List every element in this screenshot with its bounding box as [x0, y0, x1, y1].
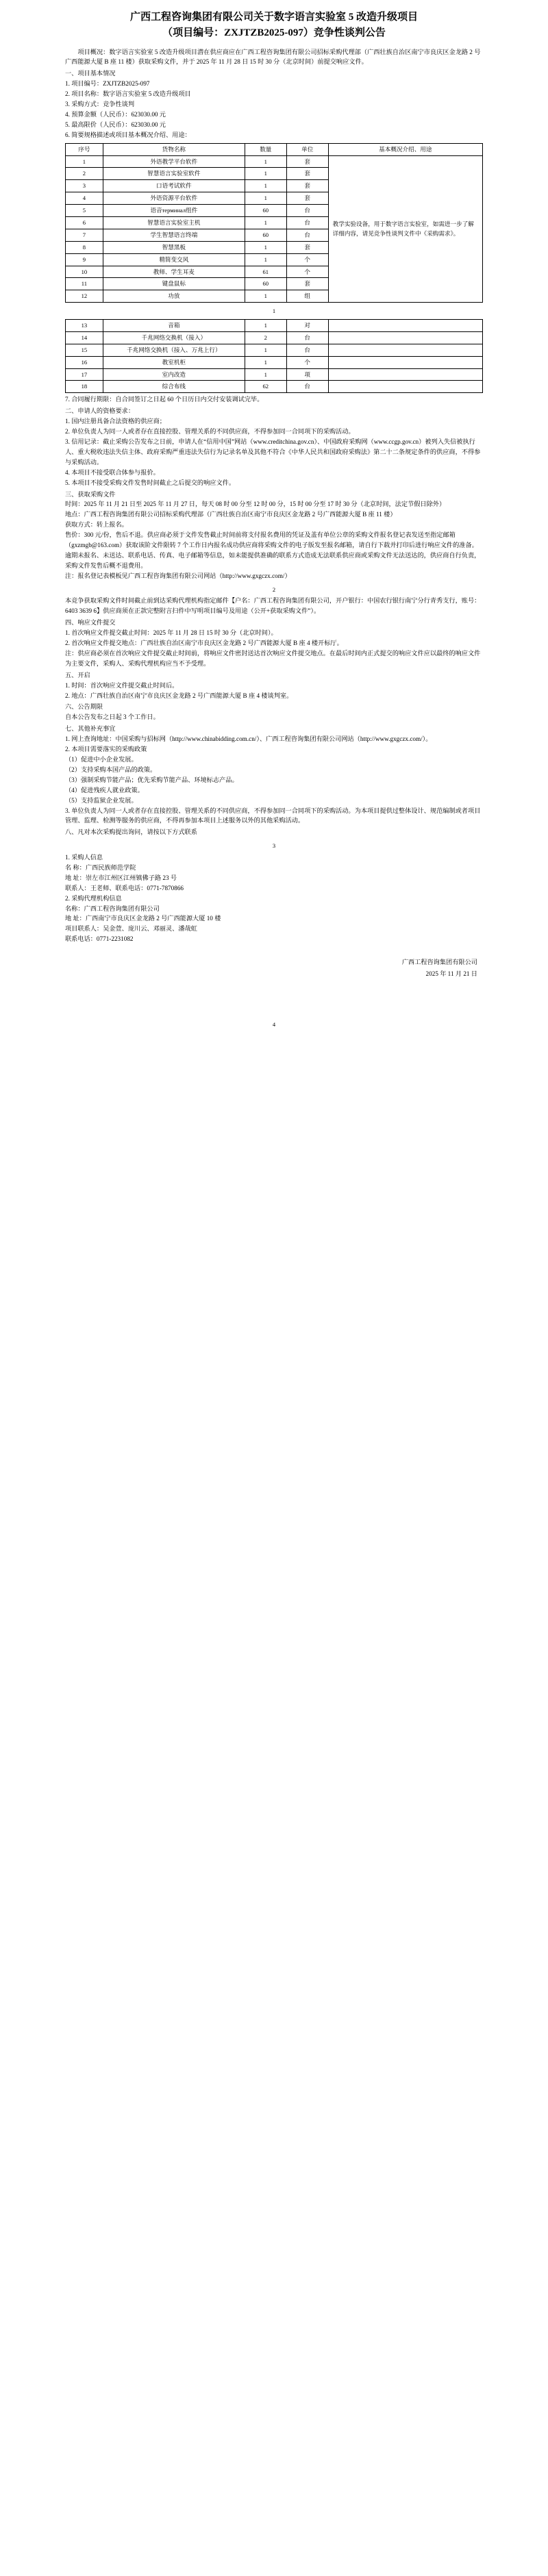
section-7-item-7: 3. 单位负责人为同一人或者存在直接控股、管理关系的不同供应商，不得参加同一合同项下的采购活动。为本项目提供过整体设计、规范编制或者项目管理、监理、检测等服务的供应商，不得再参加本项目上述服务以外的其他采购活动。 [65, 807, 481, 824]
table-cell: 套 [286, 155, 328, 168]
section-1-item-2: 2. 项目名称：数字语言实验室 5 改造升级项目 [65, 90, 191, 98]
table-cell: 1 [66, 155, 103, 168]
table-cell-empty [328, 368, 482, 381]
table-cell-empty [328, 320, 482, 332]
contact-1-line-0: 名称：广西工程咨询集团有限公司 [65, 905, 160, 912]
table-cell: 2 [245, 331, 286, 344]
section-3-item-3: 售价：300 元/份，售后不退。供应商必须于文件发售截止时间前将支付报名费用的凭证及盖有单位公章的采购文件报名登记表发送至指定邮箱（gxzmgb@163.com）获取该阶文件限转 7 个工作日内报名成功供应商将采购文件的电子版发至报名邮箱，请自行下载并打印后进行响应文件的准备。逾期未报名、未送达、联系电话、传真、电子邮箱等信息，如未能提供准确的联系方式造成无法联系供应商或采购文件无法送达的，供应商自行负责，采购文件发售后概不退费用。 [65, 531, 481, 569]
col-unit: 单位 [286, 143, 328, 155]
table-cell: 室内改造 [103, 368, 245, 381]
section-7-item-6: （5）支持监狱企业发展。 [65, 796, 138, 804]
contact-0-line-1: 地 址：崇左市江州区江州镇佛子路 23 号 [65, 874, 177, 881]
section-4-item-0: 1. 首次响应文件提交截止时间：2025 年 11 月 28 日 15 时 30 分（北京时间）。 [65, 629, 277, 637]
table-cell: 4 [66, 192, 103, 205]
contact-1-label: 2. 采购代理机构信息 [65, 894, 122, 902]
table-cell: 3 [66, 180, 103, 192]
table-cell: 项 [286, 368, 328, 381]
table-row [66, 344, 483, 356]
table-cell: 智慧黑板 [103, 241, 245, 253]
table-cell: 音箱 [103, 320, 245, 332]
table-cell-description: 教学实验设备，用于数字语言实验室，如需进一步了解详细内容，请见竞争性谈判文件中《采购需求》。 [328, 155, 482, 303]
table-cell: 台 [286, 344, 328, 356]
table-cell: 个 [286, 356, 328, 368]
table-cell: 套 [286, 278, 328, 290]
table-cell: 1 [245, 180, 286, 192]
table-cell: 5 [66, 205, 103, 217]
table-cell: 套 [286, 192, 328, 205]
table-cell: 1 [245, 192, 286, 205]
table-cell: 语音терминал组件 [103, 205, 245, 217]
table-row [66, 356, 483, 368]
table-row [66, 155, 483, 168]
table-cell: 1 [245, 155, 286, 168]
section-8-heading: 八、凡对本次采购提出询问，请按以下方式联系 [65, 829, 197, 836]
table-cell: 15 [66, 344, 103, 356]
col-qty: 数量 [245, 143, 286, 155]
table-cell: 60 [245, 205, 286, 217]
table-cell: 12 [66, 290, 103, 303]
section-1-heading: 一、项目基本情况 [65, 70, 116, 77]
section-5-list [65, 681, 483, 701]
table-cell: 1 [245, 290, 286, 303]
table-cell: 个 [286, 253, 328, 266]
section-5-item-0: 1. 时间：首次响应文件提交截止时间后。 [65, 681, 179, 689]
section-3-heading: 三、获取采购文件 [65, 490, 116, 498]
table-cell: 1 [245, 356, 286, 368]
table-cell: 口语考试软件 [103, 180, 245, 192]
page-number-4: 4 [272, 1021, 276, 1028]
table-cell: 精简变交风 [103, 253, 245, 266]
contact-1-line-1: 地 址：广西南宁市良庆区金龙路 2 号广西能源大厦 10 楼 [65, 915, 221, 922]
table-cell: 1 [245, 253, 286, 266]
table-cell: 60 [245, 229, 286, 241]
section-7-item-2: （1）促进中小企业发展。 [65, 756, 138, 763]
section-7-item-1: 2. 本项目需要落实的采购政策 [65, 746, 147, 753]
table-cell: 1 [245, 344, 286, 356]
table-cell: 62 [245, 381, 286, 393]
table-cell: 1 [245, 320, 286, 332]
table-row [66, 381, 483, 393]
table-cell: 教室机柜 [103, 356, 245, 368]
section-7-list [65, 734, 483, 826]
table-cell: 台 [286, 331, 328, 344]
table-cell: 13 [66, 320, 103, 332]
section-2-item-3: 4. 本项目不接受联合体参与报价。 [65, 468, 160, 476]
section-3-tail [65, 596, 483, 616]
contact-0-line-0: 名 称：广西民族师范学院 [65, 863, 136, 871]
table-cell: 智慧语言实验室主机 [103, 217, 245, 229]
table-cell: 外语资源平台软件 [103, 192, 245, 205]
col-index: 序号 [66, 143, 103, 155]
section-2-item-0: 1. 国内注册具备合法资格的供应商； [65, 418, 166, 425]
section-3-list [65, 499, 483, 581]
page-number-3: 3 [272, 842, 276, 850]
table-cell: 对 [286, 320, 328, 332]
section-3-item-1: 地点：广西工程咨询集团有限公司招标采购代理部（广西壮族自治区南宁市良庆区金龙路 2 号广西能源大厦 B 座 11 楼） [65, 511, 397, 518]
table-cell: 台 [286, 217, 328, 229]
table-cell: 组 [286, 290, 328, 303]
table-cell: 教师、学生耳麦 [103, 266, 245, 278]
goods-table-part-2 [65, 319, 483, 393]
table-cell: 1 [245, 168, 286, 180]
section-1-item-5: 5. 最高限价（人民币）：623030.00 元 [65, 121, 166, 128]
table-cell: 2 [66, 168, 103, 180]
section-3-item-4: 注：报名登记表模板见广西工程咨询集团有限公司网站（http://www.gxgczx.com/） [65, 572, 291, 579]
table-cell-empty [328, 356, 482, 368]
table-cell: 学生智慧语言终端 [103, 229, 245, 241]
col-desc: 基本概况介绍、用途 [328, 143, 482, 155]
table-header-row [66, 143, 483, 155]
table-row [66, 368, 483, 381]
table-cell: 外语教学平台软件 [103, 155, 245, 168]
table-cell-empty [328, 331, 482, 344]
section-1-item-0: 项目概况：数字语言实验室 5 改造升级项目潜在供应商应在广西工程咨询集团有限公司招标采购代理部（广西壮族自治区南宁市良庆区金龙路 2 号广西能源大厦 B 座 11 楼）获取采购文件，并于 2025 年 11 月 28 日 15 时 30 分（北京时间）前提交响应文件。 [65, 48, 481, 66]
table-cell: 台 [286, 205, 328, 217]
table-cell-empty [328, 381, 482, 393]
contact-0-line-2: 联系人：王老师、联系电话：0771-7870866 [65, 884, 184, 892]
table-cell: 17 [66, 368, 103, 381]
section-2-item-2: 3. 信用记录：截止采购公告发布之日前，申请人在“信用中国”网站（www.creditchina.gov.cn）、中国政府采购网（www.ccgp.gov.cn）被列入失信被执行人、重大税收违法失信主体、政府采购严重违法失信行为记录名单及其他不符合《中华人民共和国政府采购法》第二十二条规定条件的供应商，不得参与采购活动。 [65, 438, 481, 466]
section-7-item-4: （3）强制采购节能产品；优先采购节能产品、环境标志产品。 [65, 776, 238, 783]
contact-list [65, 853, 483, 944]
title-line-1: 广西工程咨询集团有限公司关于数字语言实验室 5 改造升级项目 [129, 12, 418, 23]
section-5-item-1: 2. 地点：广西壮族自治区南宁市良庆区金龙路 2 号广西能源大厦 B 座 4 楼谈判室。 [65, 692, 293, 699]
table-row [66, 331, 483, 344]
section-6-item-0: 自本公告发布之日起 3 个工作日。 [65, 714, 160, 721]
contact-0-label: 1. 采购人信息 [65, 854, 103, 861]
contact-1-line-3: 联系电话：0771-2231082 [65, 935, 134, 943]
section-5-heading: 五、开启 [65, 671, 90, 679]
document-page [0, 0, 548, 1030]
goods-table-part-1 [65, 143, 483, 303]
page-number-1: 1 [272, 307, 276, 315]
signature-block [65, 957, 483, 979]
section-6-heading: 六、公告期限 [65, 703, 103, 711]
table-cell: 11 [66, 278, 103, 290]
table-cell: 功放 [103, 290, 245, 303]
table-cell: 10 [66, 266, 103, 278]
page-number-2: 2 [272, 585, 276, 593]
section-1-item-1: 1. 项目编号：ZXJTZB2025-097 [65, 80, 150, 88]
section-1-tail: 7. 合同履行期限：自合同签订之日起 60 个日历日内交付安装调试完毕。 [65, 396, 264, 403]
signature-date: 2025 年 11 月 21 日 [425, 970, 477, 977]
table-cell: 7 [66, 229, 103, 241]
table-cell: 套 [286, 241, 328, 253]
section-3-item-2: 获取方式：转上报名。 [65, 521, 128, 529]
col-name: 货物名称 [103, 143, 245, 155]
section-7-heading: 七、其他补充事宜 [65, 725, 116, 733]
section-4-heading: 四、响应文件提交 [65, 619, 116, 627]
table-cell: 1 [245, 241, 286, 253]
section-6-list [65, 712, 483, 722]
table-cell: 8 [66, 241, 103, 253]
table-cell: 6 [66, 217, 103, 229]
table-cell: 台 [286, 229, 328, 241]
section-1-item-3: 3. 采购方式：竞争性谈判 [65, 101, 135, 108]
section-2-item-4: 5. 本项目不接受采购文件发售时间截止之后提交的响应文件。 [65, 479, 236, 486]
table-cell: 个 [286, 266, 328, 278]
contact-1-line-2: 项目联系人：吴金萱、庞川云、邓丽灵、潘哉虹 [65, 925, 197, 933]
table-cell: 智慧语言实验室软件 [103, 168, 245, 180]
table-cell-empty [328, 344, 482, 356]
section-2-list [65, 416, 483, 488]
table-cell: 台 [286, 381, 328, 393]
section-3-item-0: 时间：2025 年 11 月 21 日至 2025 年 11 月 27 日，每天 08 时 00 分至 12 时 00 分，15 时 00 分至 17 时 30 分（北京时间，法定节假日除外） [65, 501, 446, 508]
table-cell: 61 [245, 266, 286, 278]
section-2-item-1: 2. 单位负责人为同一人或者存在直接控股、管理关系的不同供应商，不得参加同一合同项下的采购活动。 [65, 428, 355, 435]
signature-org: 广西工程咨询集团有限公司 [401, 959, 477, 966]
section-7-item-3: （2）支持采购本国产品的政策。 [65, 766, 157, 773]
table-cell: 14 [66, 331, 103, 344]
table-cell: 9 [66, 253, 103, 266]
table-cell: 键盘鼠标 [103, 278, 245, 290]
section-4-list [65, 628, 483, 669]
section-7-item-5: （4）促进残疾人就业政策。 [65, 786, 144, 794]
table-cell: 千兆网络交换机（接入、万兆上行） [103, 344, 245, 356]
title-line-2: （项目编号：ZXJTZB2025-097）竞争性谈判公告 [162, 27, 386, 39]
table-cell: 16 [66, 356, 103, 368]
table-cell: 18 [66, 381, 103, 393]
table-cell: 综合布线 [103, 381, 245, 393]
section-1-item-6: 6. 简要规格描述或项目基本概况介绍、用途： [65, 131, 191, 138]
table-cell: 套 [286, 180, 328, 192]
table-cell: 60 [245, 278, 286, 290]
section-2-heading: 二、申请人的资格要求： [65, 407, 135, 415]
section-1-item-4: 4. 预算金额（人民币）：623030.00 元 [65, 110, 166, 118]
table-cell: 千兆网络交换机（接入） [103, 331, 245, 344]
document-body [0, 43, 548, 1031]
page-title [0, 0, 548, 43]
table-row [66, 320, 483, 332]
section-3-tail-item-0: 本竞争获取采购文件时间截止前到达采购代理机构指定邮件【户名：广西工程咨询集团有限公司，开户银行：中国农行银行南宁分行青秀支行，账号：6403 3639 6】供应商须在正款完整附言扫件中写明项目编号及用途（公开+获取采购文件”）。 [65, 597, 481, 615]
section-4-item-1: 2. 首次响应文件提交地点：广西壮族自治区南宁市良庆区金龙路 2 号广西能源大厦 B 座 4 楼开标厅。 [65, 640, 343, 647]
section-4-item-2: 注：供应商必须在首次响应文件提交截止时间前，将响应文件密封送达首次响应文件提交地点。在最后时间内正式提交的响应文件应以最终的响应文件为主要文件，采购人、采购代理机构应当不予受理。 [65, 649, 481, 667]
table-cell: 1 [245, 368, 286, 381]
table-cell: 套 [286, 168, 328, 180]
table-cell: 1 [245, 217, 286, 229]
section-7-item-0: 1. 网上查询地址：中国采购与招标网（http://www.chinabidding.com.cn/）、广西工程咨询集团有限公司网站（http://www.gxgczx.com/）。 [65, 735, 432, 743]
